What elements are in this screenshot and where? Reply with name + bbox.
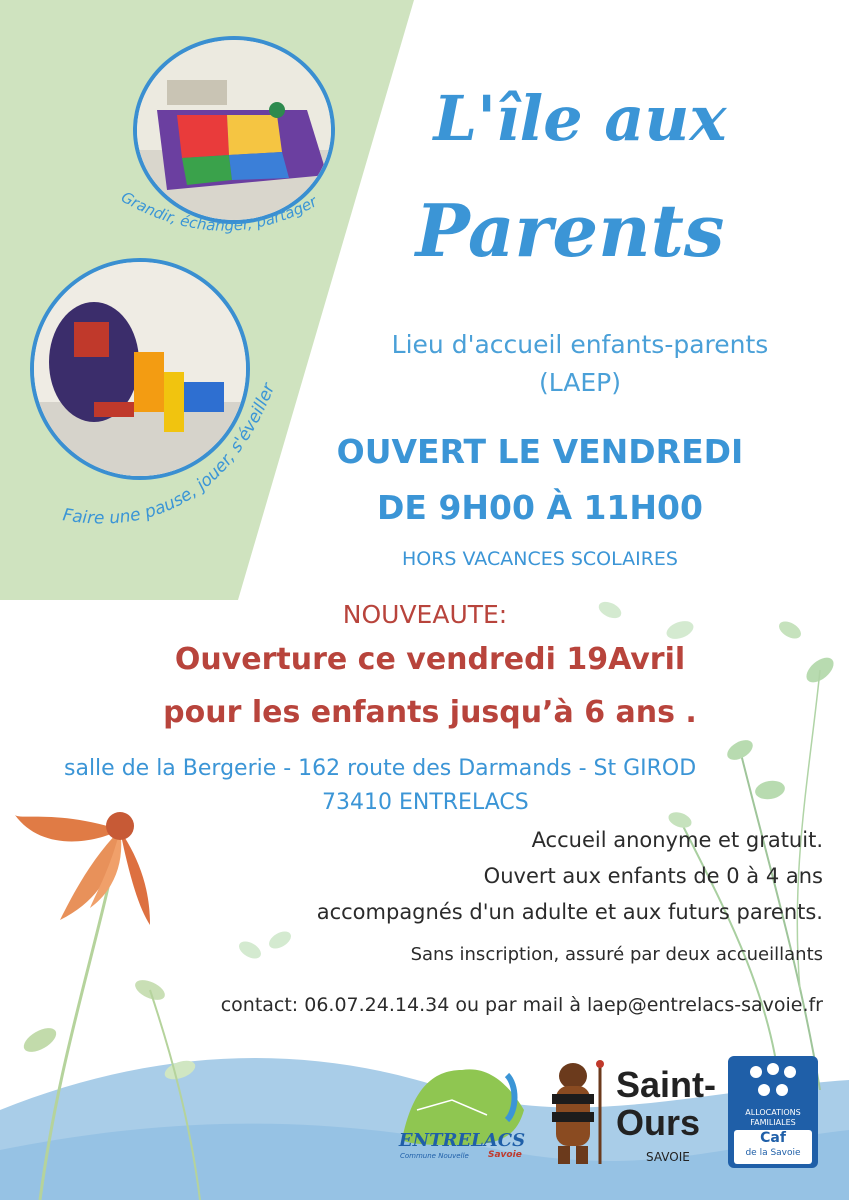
caf-logo [728, 1056, 818, 1168]
news-line2: pour les enfants jusqu’à 6 ans . [163, 695, 697, 730]
caf-line2: FAMILIALES [750, 1118, 796, 1127]
caption-bottom: Faire une pause, jouer, s'éveiller [61, 380, 280, 529]
caption-top: Grandir, échanger, partager [118, 187, 320, 235]
saint-ours-logo [612, 1064, 722, 1172]
schedule-hours: DE 9H00 À 11H00 [377, 488, 703, 527]
caf-subtitle: de la Savoie [745, 1148, 801, 1158]
svg-text:Faire une pause, jouer, s'évei [61, 380, 279, 529]
entrelacs-logo [392, 1050, 532, 1170]
caf-line1: ALLOCATIONS [745, 1108, 801, 1117]
caf-label-box [734, 1130, 812, 1164]
svg-text:Grandir, échanger, partager [118, 188, 321, 235]
schedule-day: OUVERT LE VENDREDI [336, 432, 744, 471]
address-line1: salle de la Bergerie - 162 route des Darmands - St GIROD [64, 756, 697, 781]
entrelacs-region: Savoie [488, 1150, 522, 1160]
entrelacs-name: ENTRELACS [398, 1130, 526, 1151]
news-label: NOUVEAUTE: [342, 600, 508, 629]
entrelacs-subtitle: Commune Nouvelle [400, 1152, 469, 1160]
address-line2: 73410 ENTRELACS [322, 790, 529, 815]
details-line3: accompagnés d'un adulte et aux futurs parents. [316, 900, 823, 924]
subtitle-line1: Lieu d'accueil enfants-parents [391, 330, 769, 359]
subtitle-line2: (LAEP) [539, 368, 621, 397]
contact-info: contact: 06.07.24.14.34 ou par mail à laep@entrelacs-savoie.fr [220, 994, 823, 1016]
page-title-line1: L'île aux [433, 82, 727, 155]
news-line1: Ouverture ce vendredi 19Avril [174, 642, 686, 677]
details-line2: Ouvert aux enfants de 0 à 4 ans [483, 864, 823, 888]
caf-name: Caf [760, 1130, 786, 1146]
saint-ours-line1: Saint- [616, 1064, 717, 1105]
page-title-line2: Parents [415, 188, 725, 273]
schedule-note: HORS VACANCES SCOLAIRES [401, 548, 678, 570]
caption-top-curve [90, 120, 390, 300]
saint-ours-line2: Ours [616, 1102, 701, 1143]
bear-logo [538, 1056, 616, 1168]
details-line4: Sans inscription, assuré par deux accueillants [410, 944, 823, 965]
details-line1: Accueil anonyme et gratuit. [531, 828, 823, 852]
saint-ours-region: SAVOIE [646, 1150, 690, 1164]
